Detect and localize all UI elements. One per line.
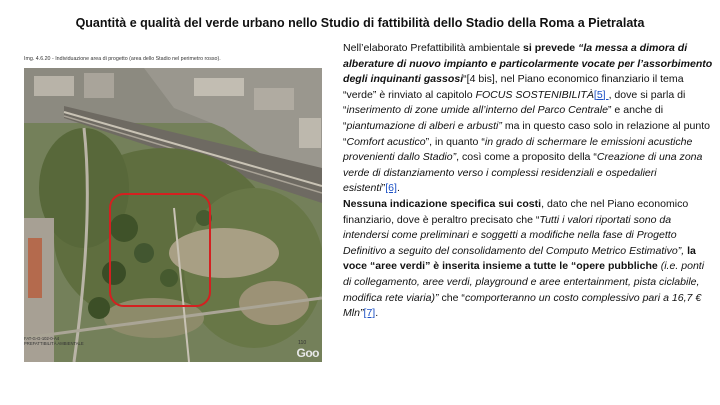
document-code — [24, 336, 84, 347]
footnote-link-7[interactable]: [7] — [363, 307, 376, 320]
slide-title: Quantità e qualità del verde urbano nello Studio di fattibilità dello Stadio della Roma a Pietralata — [75, 16, 645, 30]
quote-run: Comfort acustico — [346, 135, 426, 148]
quote-run: (i.e. ponti di collegamento, aree verdi, playground e aree entertainment, pista ciclabile, modifica rete viaria)” — [343, 260, 705, 304]
image-caption: Img. 4.6.20 - Individuazione area di progetto (area dello Stadio nel perimetro rosso). — [24, 56, 221, 62]
footnote-link-5[interactable]: [5] — [593, 88, 609, 101]
text-run: ma in questo caso solo in relazione al punto “ — [343, 119, 711, 148]
text-run: ” e anche di “ — [343, 104, 664, 132]
text-run: che “ — [438, 291, 465, 304]
text-run: , dato che nel Piano economico finanziario, dove è peraltro precisato che “ — [343, 197, 689, 226]
paragraph-prefattibilita — [343, 41, 715, 197]
body-text — [343, 41, 715, 322]
text-run: , così come a proposito della “ — [456, 151, 597, 164]
aerial-photo — [24, 68, 322, 362]
quote-run: “la messa a dimora di alberature di nuovo impianto e particolarmente vocate per l’assorbimento degli inquinanti gassosi — [343, 42, 713, 86]
document-page-image — [20, 44, 326, 360]
document-code-line: FAT-G-G-102-0-A4 — [24, 336, 60, 341]
text-run: “[4 bis], nel Piano economico finanziario il tema “verde” è rinviato al capitolo — [343, 73, 684, 101]
text-run: ”, in quanto “ — [425, 135, 485, 148]
text-run: , dove si parla di “ — [343, 88, 686, 117]
text-run: la voce “aree verdi” è inserita insieme a tutte le “opere pubbliche — [343, 244, 696, 273]
text-run: si prevede — [522, 42, 579, 54]
text-run: . — [396, 182, 400, 195]
aerial-map — [24, 68, 322, 362]
map-watermark: Goo — [296, 346, 319, 360]
quote-run: Tutti i valori riportati sono da intendersi come preliminari e soggetti a modifiche nella fase di Progetto Definitivo a seguito del consolidamento del Computo Metrico Estimativo”, — [343, 213, 685, 257]
quote-run: in grado di schermare le emissioni acustiche provenienti dallo Stadio” — [343, 135, 693, 164]
page-number: 110 — [298, 340, 307, 346]
quote-run: Creazione di una zona verde di distanziamento verso i complessi residenziali e ospedalieri esistenti — [343, 151, 703, 195]
document-section-label: PREFATTIBILITÀ AMBIENTALE — [24, 341, 84, 347]
text-run: . — [375, 307, 379, 320]
footnote-link-6[interactable]: [6] — [385, 182, 397, 195]
quote-run: inserimento di zone umide all’interno del Parco Centrale — [346, 104, 608, 117]
text-run: Nessuna indicazione specifica sui costi — [343, 197, 542, 210]
quote-run: piantumazione di alberi e arbusti” — [346, 119, 502, 132]
text-run: ” — [381, 182, 386, 195]
quote-run: comporteranno un costo complessivo pari a 16,7 € Mln” — [343, 291, 702, 320]
chapter-reference: FOCUS SOSTENIBILITÀ — [475, 88, 594, 101]
text-run: Nell’elaborato Prefattibilità ambientale — [343, 42, 523, 54]
paragraph-costi — [343, 197, 715, 322]
